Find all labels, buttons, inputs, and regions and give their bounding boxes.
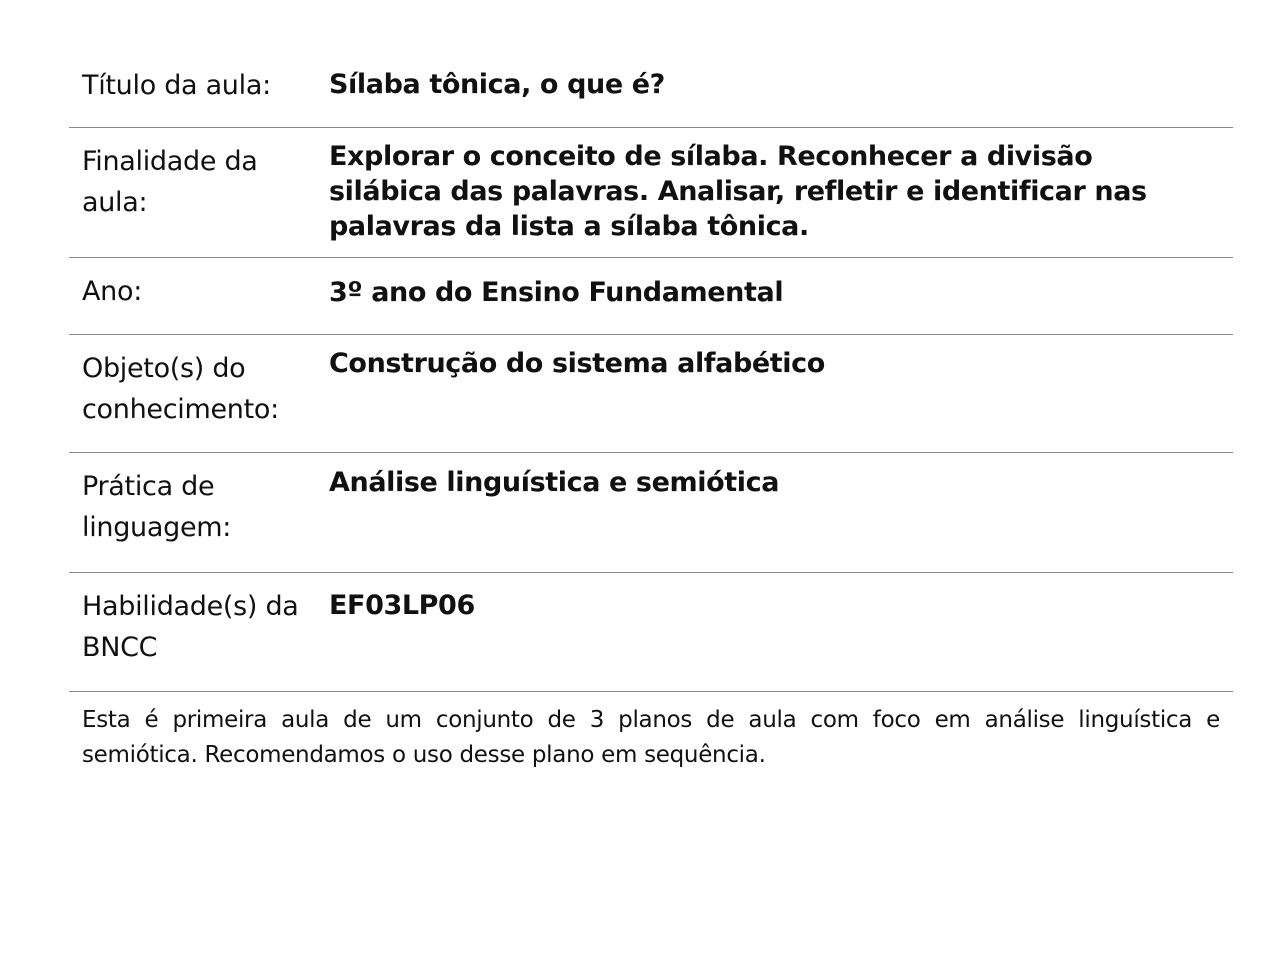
- row-label: Prática de linguagem:: [82, 471, 232, 543]
- row-label: Objeto(s) do conhecimento:: [82, 353, 279, 425]
- row-label: Finalidade da aula:: [82, 146, 258, 218]
- lesson-plan-table: [69, 50, 1233, 773]
- row-objeto: [69, 335, 1233, 453]
- row-habilidade: [69, 573, 1233, 692]
- sequence-note: Esta é primeira aula de um conjunto de 3 planos de aula com foco em análise linguística e semiótica. Recomendamos o uso desse plano em sequência.: [82, 707, 1220, 768]
- row-value: Construção do sistema alfabético: [329, 348, 825, 379]
- row-ano: [69, 258, 1233, 335]
- row-value: EF03LP06: [329, 590, 475, 621]
- row-finalidade: [69, 128, 1233, 258]
- row-value: Explorar o conceito de sílaba. Reconhecer a divisão silábica das palavras. Analisar, refletir e identificar nas palavras da lista a sílaba tônica.: [329, 141, 1147, 242]
- row-value: Análise linguística e semiótica: [329, 467, 780, 498]
- row-value: Sílaba tônica, o que é?: [329, 69, 665, 100]
- row-titulo: [69, 50, 1233, 128]
- row-label: Título da aula:: [82, 70, 271, 101]
- row-pratica: [69, 453, 1233, 573]
- row-value: 3º ano do Ensino Fundamental: [329, 277, 784, 308]
- row-label: Habilidade(s) da BNCC: [82, 591, 299, 663]
- row-label: Ano:: [82, 276, 142, 307]
